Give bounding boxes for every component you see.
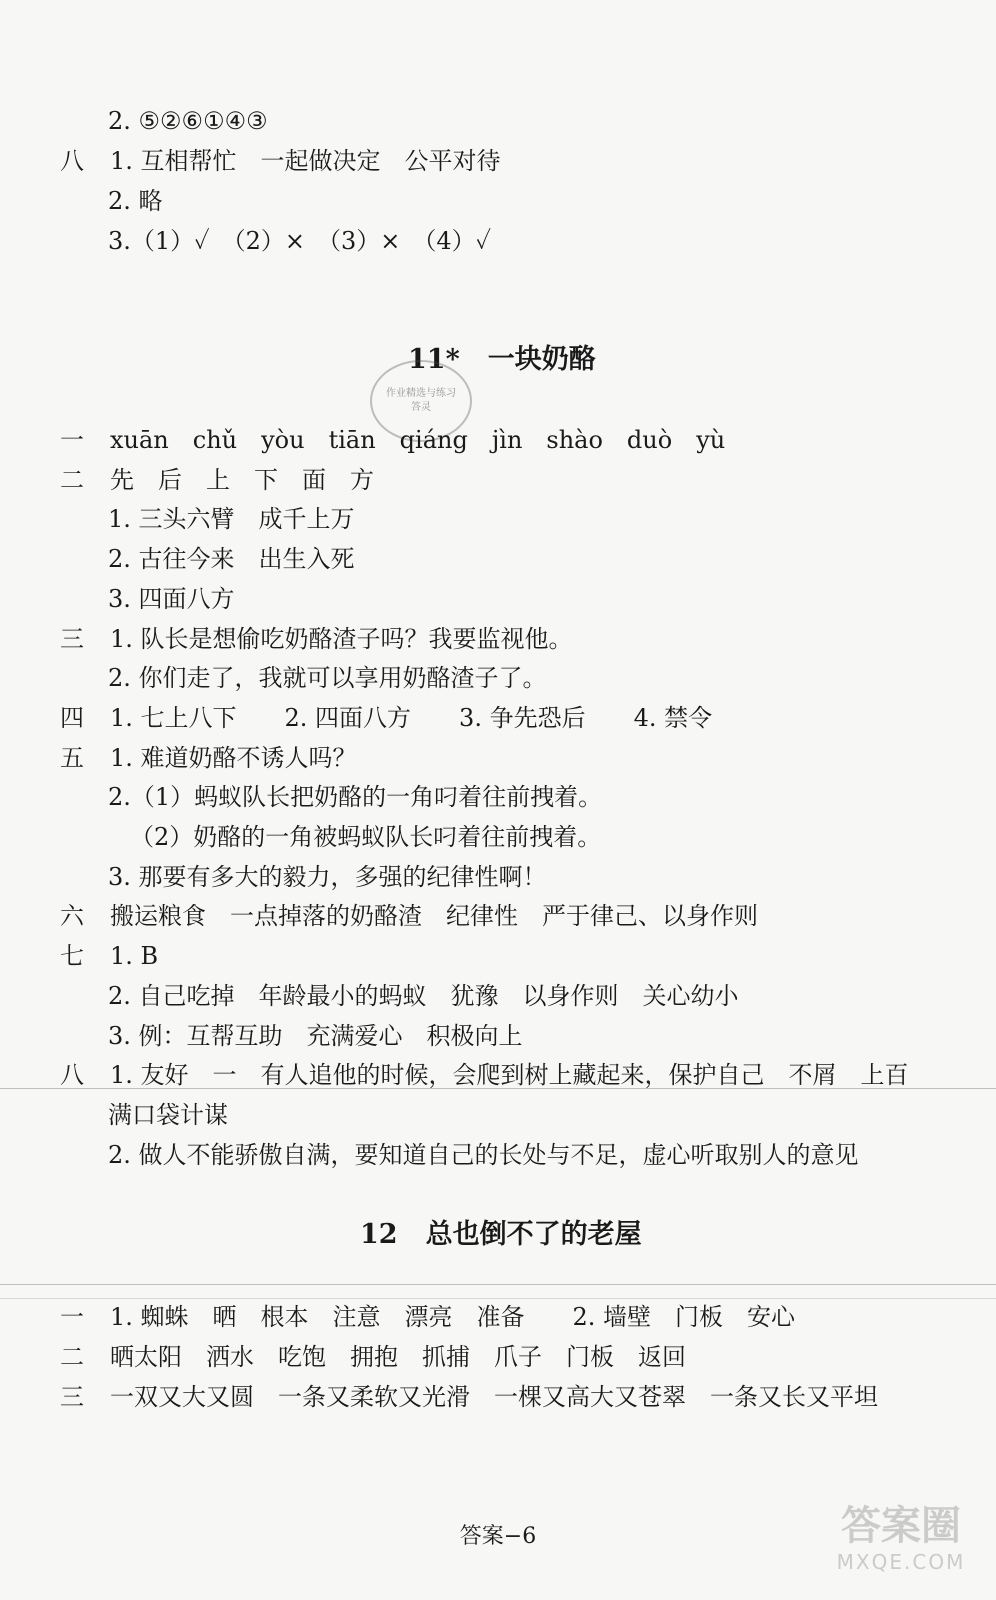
section-label: 七 [60,942,84,971]
answer-line: 3.（1）✓ （2）× （3）× （4）✓ [108,227,492,255]
answer-line [60,901,758,931]
answer-text: 1. 难道奶酪不诱人吗？ [110,743,357,772]
section-label: 八 [60,147,84,175]
section-label: 六 [60,902,84,931]
answer-line [108,1100,228,1130]
divider-line [0,1298,996,1299]
answer-text: 一双又大又圆 一条又柔软又光滑 一棵又高大又苍翠 一条又长又平坦 [110,1383,878,1411]
answer-line [60,425,725,455]
section-label: 二 [60,465,84,494]
answer-line [108,544,355,574]
answer-text: （2）奶酪的一角被蚂蚁队长叼着往前拽着。 [130,823,602,851]
answer-text: 3. 例：互帮互助 充满爱心 积极向上 [108,1021,523,1050]
answer-text: 1. 七上八下 2. 四面八方 3. 争先恐后 4. 禁令 [110,703,713,732]
lesson-number: 12 [360,1219,398,1250]
answer-line [108,1021,523,1051]
answer-line [108,782,602,812]
section-label: 四 [60,703,84,732]
answer-text: 1. 三头六臂 成千上万 [108,505,355,534]
bleed-through-text [560,118,980,278]
answer-line [60,941,158,971]
answer-text: 1. B [110,942,159,971]
lesson-number: 11* [408,344,460,375]
answer-line [108,981,739,1011]
section-label: 八 [60,1061,84,1090]
lesson-name: 总也倒不了的老屋 [425,1219,642,1250]
answer-text: 满口袋计谋 [108,1100,228,1129]
section-label: 三 [60,1383,84,1411]
answer-text: 3. 那要有多大的毅力，多强的纪律性啊！ [108,862,547,891]
lesson-title [360,1218,642,1252]
answer-text: 1. 队长是想偷吃奶酪渣子吗？我要监视他。 [110,624,573,653]
answer-text: 3. 四面八方 [108,584,235,613]
answer-line: 2. ⑤②⑥①④③ [108,107,268,135]
answer-line: 八 1. 互相帮忙 一起做决定 公平对待 [60,147,501,175]
answer-line [60,1342,686,1372]
answer-line [60,1302,795,1332]
answer-line [60,1060,909,1090]
answer-text: 1. 友好 一 有人追他的时候，会爬到树上藏起来，保护自己 不屑 上百 [110,1061,909,1090]
divider-line [0,1284,996,1285]
lesson-name: 一块奶酪 [487,344,596,375]
section-label: 一 [60,1303,84,1331]
answer-text: xuān chǔ yòu tiān qiáng jìn shào duò yù [110,426,726,454]
answer-text: 晒太阳 洒水 吃饱 拥抱 抓捕 爪子 门板 返回 [110,1343,686,1371]
answer-line [108,862,547,892]
answer-text: 2.（1）蚂蚁队长把奶酪的一角叼着往前拽着。 [108,783,603,812]
answer-line [108,584,235,614]
page-footer: 答案−6 [459,1524,537,1549]
watermark-logo: 答案圈 MXQE.COM [836,1503,966,1574]
answer-text: 2. 你们走了，我就可以享用奶酪渣子了。 [108,664,547,693]
section-label: 二 [60,1343,84,1371]
answer-text: 2. 古往今来 出生入死 [108,545,355,574]
section-label: 一 [60,426,84,454]
answer-line [60,624,573,654]
answer-text: 1. 蜘蛛 晒 根本 注意 漂亮 准备 2. 墙壁 门板 安心 [110,1303,796,1331]
stamp-seal: 作业精选与练习 答灵 [370,360,472,442]
answer-line [108,504,355,534]
answer-line [60,1382,878,1412]
answer-line [60,743,357,773]
answer-line [108,1140,859,1170]
answer-text: 2. 做人不能骄傲自满，要知道自己的长处与不足，虚心听取别人的意见 [108,1140,859,1169]
answer-line [130,822,601,852]
section-label: 三 [60,624,84,653]
answer-line [60,465,374,495]
answer-text: 2. 自己吃掉 年龄最小的蚂蚁 犹豫 以身作则 关心幼小 [108,981,739,1010]
answer-text: 先 后 上 下 面 方 [110,465,374,494]
answer-line [108,663,547,693]
answer-line: 2. 略 [108,187,163,215]
section-label: 五 [60,743,84,772]
answer-line [60,703,712,733]
divider-line [0,1088,996,1089]
answer-text: 搬运粮食 一点掉落的奶酪渣 纪律性 严于律己、以身作则 [110,902,758,931]
